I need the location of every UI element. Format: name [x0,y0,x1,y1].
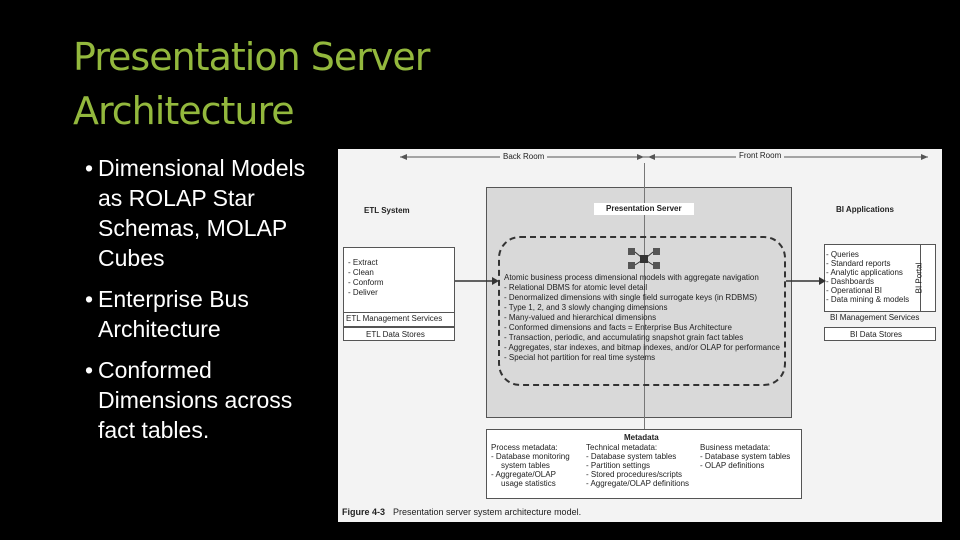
slide-title-line-2: Architecture [73,89,294,133]
meta-technical-line: - Stored procedures/scripts [586,470,683,479]
bi-applications-label: BI Applications [836,205,894,214]
etl-management-label: ETL Management Services [346,314,443,323]
meta-business-line: - Database system tables [700,452,791,461]
etl-item: - Clean [348,268,374,277]
bi-portal-label: BI Portal [914,262,924,294]
etl-item: - Deliver [348,288,378,297]
bullet-item: • Dimensional Models as ROLAP Star Schemas, MOLAP Cubes [85,153,335,273]
slide-title-line-1: Presentation Server [73,35,430,79]
etl-data-stores-label: ETL Data Stores [366,330,425,339]
room-arrows [338,149,942,169]
bi-item: - Dashboards [826,277,875,286]
etl-item: - Conform [348,278,384,287]
center-line: - Transaction, periodic, and accumulating snapshot grain fact tables [504,333,744,342]
bi-item: - Operational BI [826,286,883,295]
bi-item: - Standard reports [826,259,891,268]
meta-process-line: - Database monitoring [491,452,570,461]
meta-process-line: - Aggregate/OLAP [491,470,556,479]
figure-caption-label: Figure 4-3 [342,507,386,517]
bi-item: - Data mining & models [826,295,910,304]
meta-process-line: Process metadata: [491,443,558,452]
meta-technical-line: - Aggregate/OLAP definitions [586,479,690,488]
center-line: - Aggregates, star indexes, and bitmap indexes, and/or OLAP for performance [504,343,781,352]
bullet-item: • Conformed Dimensions across fact tables. [85,355,335,445]
center-arrowhead [637,154,644,160]
front-room-arrowhead-right [921,154,928,160]
center-line: - Denormalized dimensions with single field surrogate keys (in RDBMS) [504,293,757,302]
meta-technical-line: Technical metadata: [586,443,658,452]
center-line: - Many-valued and hierarchical dimensions [504,313,657,322]
meta-business-line: - OLAP definitions [700,461,765,470]
meta-technical-line: - Database system tables [586,452,677,461]
server-to-bi-arrow [786,276,826,286]
etl-to-server-arrow [455,276,499,286]
etl-item: - Extract [348,258,378,267]
center-line: - Special hot partition for real time systems [504,353,656,362]
meta-process-line: usage statistics [501,479,556,488]
atomic-model-lines [504,273,780,363]
star-schema-icon [628,248,660,270]
center-line: - Type 1, 2, and 3 slowly changing dimensions [504,303,668,312]
meta-technical-line: - Partition settings [586,461,651,470]
meta-process-line: system tables [501,461,550,470]
center-line: - Relational DBMS for atomic level detail [504,283,648,292]
front-room-label: Front Room [736,151,784,161]
meta-business-line: Business metadata: [700,443,771,452]
bi-item: - Queries [826,250,859,259]
bi-data-stores-label: BI Data Stores [850,330,903,339]
back-room-arrowhead-left [400,154,407,160]
figure-caption-text: Presentation server system architecture model. [393,507,582,517]
etl-system-label: ETL System [364,206,410,215]
center-line: Atomic business process dimensional models with aggregate navigation [504,273,759,282]
bullet-item: • Enterprise Bus Architecture [85,284,335,344]
metadata-title: Metadata [624,433,659,442]
presentation-server-label: Presentation Server [594,203,694,215]
etl-divider [343,312,455,313]
bullet-list [85,153,335,456]
bi-management-label: BI Management Services [830,313,920,322]
bi-item: - Analytic applications [826,268,903,277]
center-arrowhead-2 [648,154,655,160]
center-line: - Conformed dimensions and facts = Enterprise Bus Architecture [504,323,732,332]
architecture-figure [338,149,942,522]
back-room-label: Back Room [500,152,547,162]
slide-title [73,30,493,138]
